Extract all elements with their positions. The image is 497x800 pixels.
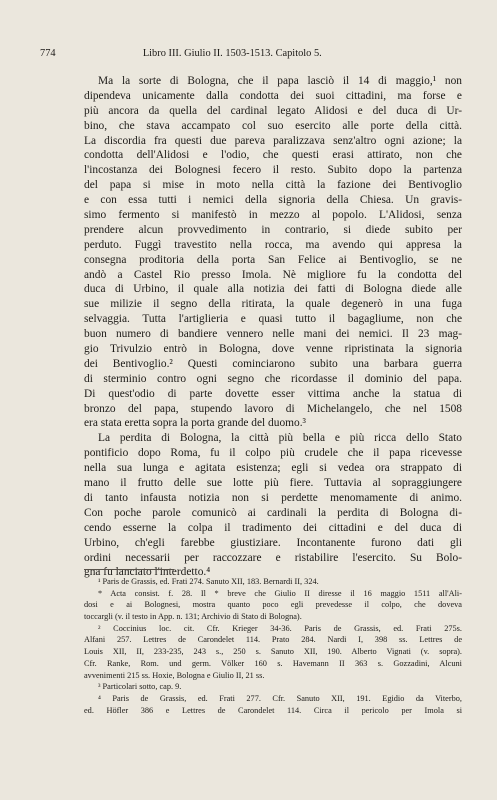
text-line: bronzo del papa, stupendo lavoro di Michelangelo, che nel 1508 [84,402,462,415]
footnote-line: * Acta consist. f. 28. Il * breve che Giulio II diresse il 16 maggio 1511 all'Ali- [98,588,462,598]
text-line: Urbino, ch'egli farebbe giustiziare. Incontanente furono dati gli [84,536,462,549]
text-line: sue milizie il segno della ritirata, la quale degenerò in una fuga [84,298,462,311]
footnote-line: ¹ Paris de Grassis, ed. Frati 274. Sanuto XII, 183. Bernardi II, 324. [98,577,319,586]
text-line: buon numero di bandiere vennero nelle mani dei nemici. Il 23 mag- [84,328,462,341]
text-line: selvaggia. Tutta l'artiglieria e quasi tutto il bagagliume, non che [84,313,462,326]
footnote-line: ³ Particolari sotto, cap. 9. [98,682,182,692]
text-line: bino, che stava accampato col suo esercito alle porte della città. [84,119,462,132]
footnotes [84,576,462,716]
text-line: nella sua lunga e agitata esistenza; egli si vedea ora strappato di [84,462,462,475]
footnote-line: ² Coccinius loc. cit. Cfr. Krieger 34-36. Paris de Grassis, ed. Frati 275s. [98,623,462,633]
text-line: gna fu lanciato l'interdetto.⁴ [84,566,211,579]
running-title: Libro III. Giulio II. 1503-1513. Capitolo 5. [142,48,322,59]
text-line: di tanto infausta notizia non si perdette menomamente di animo. [84,491,462,504]
running-header [40,48,469,62]
footnote-line: Louis XII, II, 233-235, 243 s., 250 s. Sanuto XII, 190. Alberto Vignati (v. sopra). [84,647,462,657]
page-number: 774 [40,48,56,59]
footnote-rule [84,569,174,570]
text-line: dei Bentivoglio.² Questi cominciarono subito una barbara guerra [84,357,462,370]
text-line: condotta dell'Alidosi e l'odio, che questi erasi attirato, non che [84,149,462,162]
footnote-line: Cfr. Ranke, Rom. und germ. Völker 160 s. Havemann II 363 s. Gozzadini, Alcuni [84,658,462,668]
text-line: consegna proditoria della porta San Felice ai Bentivoglio, se ne [84,253,462,266]
text-line: La discordia fra questi due pareva paralizzava senz'altro ogni azione; la [84,134,462,147]
text-line: perduto. Fuggì travestito nella rocca, ma avendo qui appresa la [84,238,462,251]
footnote-line: ⁴ Paris de Grassis, ed. Frati 277. Cfr. Sanuto XII, 191. Egidio da Viterbo, [98,693,462,703]
footnote-line: avvenimenti 215 ss. Hoxie, Bologna e Giulio II, 21 ss. [84,670,265,680]
text-line: pontificio dopo Roma, fu il colpo più crudele che il papa ricevesse [84,447,462,460]
text-line: Ma la sorte di Bologna, che il papa lasciò il 14 di maggio,¹ non [98,75,462,87]
text-line: simo fermento si manifestò in mezzo al popolo. L'Alidosi, senza [84,209,462,222]
text-line: dipendeva unicamente dalla condotta dei suoi cittadini, ma forse e [84,89,462,102]
text-line: l'incostanza dei Bolognesi fecero il resto. Subito dopo la partenza [84,164,462,177]
footnote-line: Alfani 257. Lettres de Carondelet 114. Prato 284. Nardi I, 398 ss. Lettres de [84,635,462,645]
footnote-line: dosi e ai Bolognesi, mostra quanto poco egli prevedesse il colpo, che doveva [84,600,462,610]
text-line: era stata eretta sopra la porta grande del duomo.³ [84,417,306,430]
text-line: cendo esserne la colpa il tradimento dei cittadini e del duca di [84,521,462,534]
footnote-line: ed. Höfler 386 e Lettres de Carondelet 114. Circa il pericolo per Imola si [84,705,462,715]
text-line: Con poche parole comunicò ai cardinali la perdita di Bologna di- [84,506,462,519]
text-line: mano il frutto delle sue lotte più fiere. Tuttavia al sopraggiungere [84,477,462,490]
text-line: più ancora da quella del cardinal legato Alidosi e del duca di Ur- [84,104,462,117]
text-line: di sterminio contro ogni segno che ricordasse il dominio del papa. [84,372,462,385]
text-line: prendere alcun provvedimento in contrario, si diede subito per [84,223,462,236]
text-line: andò a Castel Rio presso Imola. Nè migliore fu la condotta del [84,268,462,281]
main-text [84,74,462,580]
text-line: del papa si mise in moto nella città la fazione dei Bentivoglio [84,179,462,192]
text-line: e con essa tutti i nemici della signoria della Chiesa. Un gravis- [84,194,462,207]
text-line: La perdita di Bologna, la città più bella e più ricca dello Stato [98,432,462,445]
text-line: duca di Urbino, il quale alla notizia dei fatti di Bologna diede alle [84,283,462,296]
text-line: Di quest'odio di parte dovette esser vittima anche la statua di [84,387,462,400]
text-line: ordini necessarii per raccozzare e ristabilire l'esercito. Su Bolo- [84,551,462,564]
text-line: gio Trivulzio entrò in Bologna, dove venne ripristinata la signoria [84,343,462,356]
footnote-line: toccargli (v. il testo in App. n. 131; Archivio di Stato di Bologna). [84,612,302,622]
